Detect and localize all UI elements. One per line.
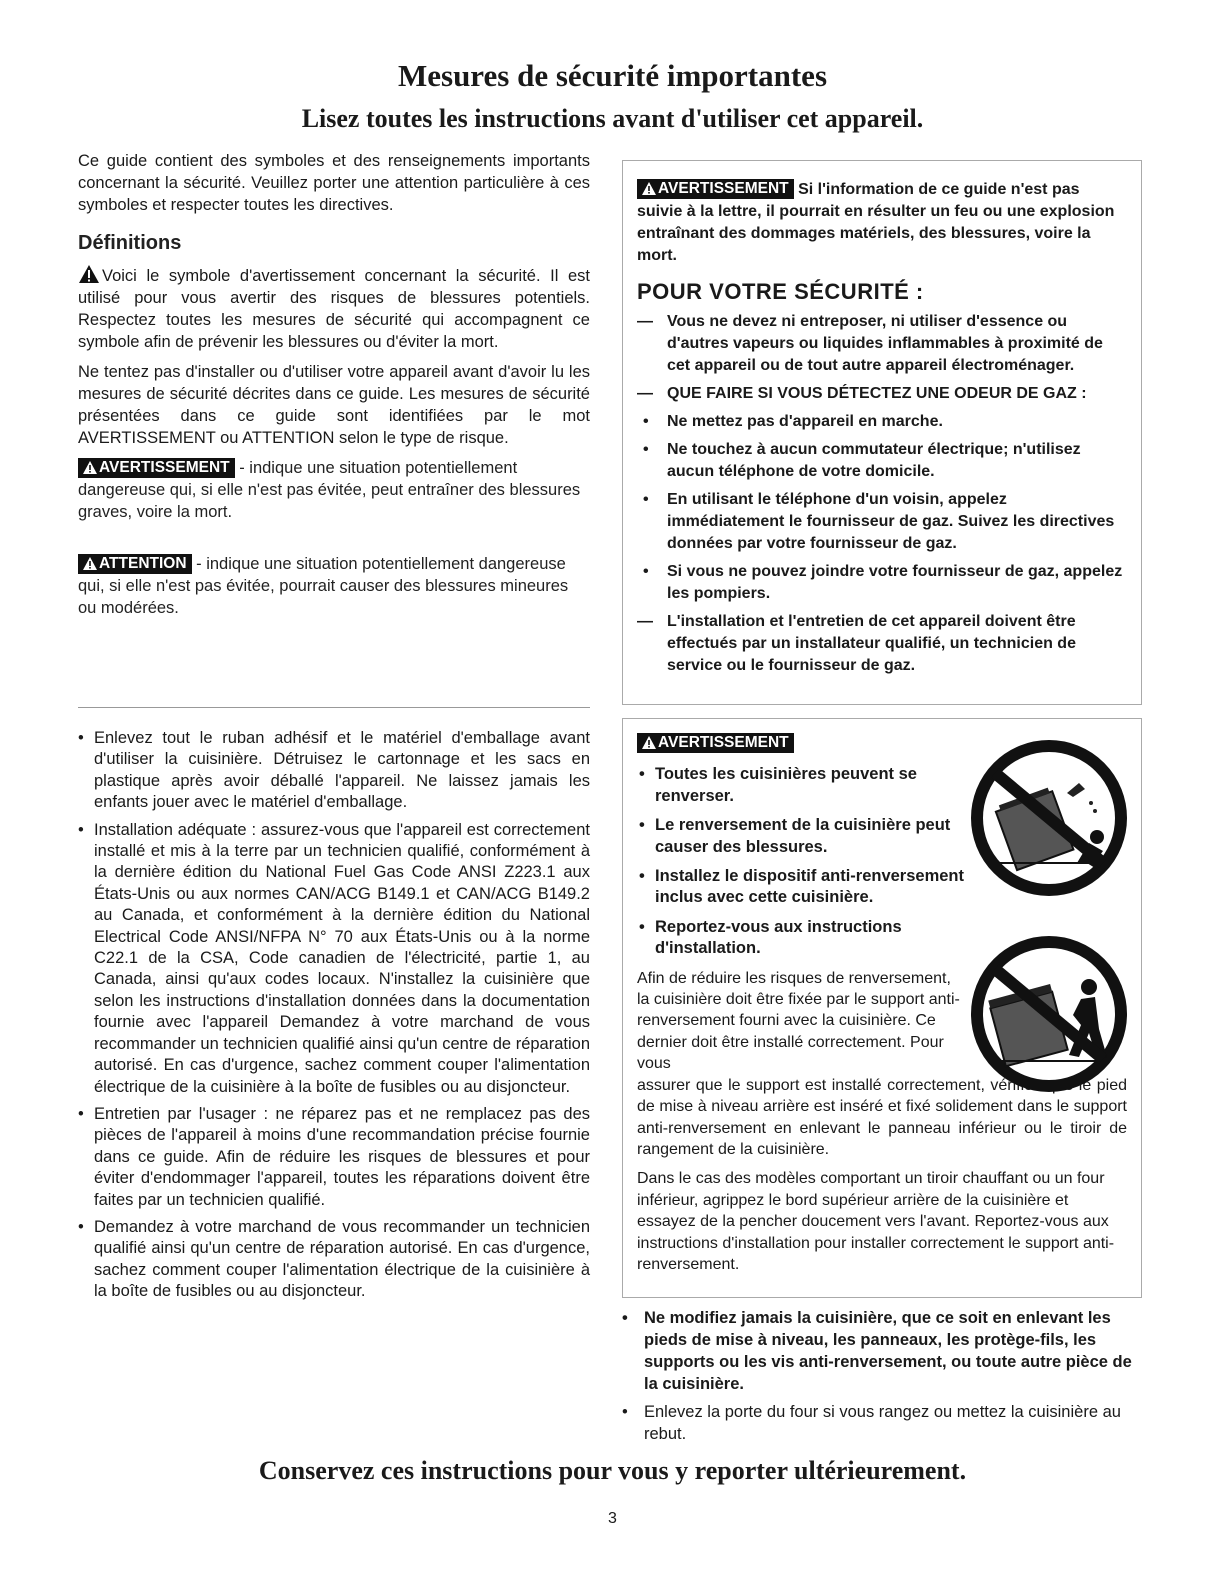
warning-definition-text: - indique une situation potentiellement dangereuse qui, si elle n'est pas évitée, peut entraîner des blessures graves, voire la mort. — [78, 459, 581, 521]
tip-over-prohibition-icon — [969, 929, 1129, 1099]
tip-warning-label-text: AVERTISSEMENT — [658, 734, 789, 751]
safety-heading: POUR VOTRE SÉCURITÉ : — [637, 279, 924, 304]
gas-warning-label-text: AVERTISSEMENT — [658, 180, 789, 197]
list-item: • Enlevez la porte du four si vous rangez ou mettez la cuisinière au rebut. — [622, 1401, 1142, 1445]
list-item: — L'installation et l'entretien de cet appareil doivent être effectués par un installateur qualifié, un technicien de service ou le fournisseur de gaz. — [637, 611, 1127, 677]
warning-label — [78, 458, 235, 478]
right-bullet-list — [622, 1307, 1142, 1451]
intro-paragraph: Ce guide contient des symboles et des renseignements importants concernant la sécurité. Veuillez porter une attention particulière à ces symboles et respecter toutes les directives. — [78, 152, 590, 214]
left-bullet-list — [78, 728, 590, 1309]
warning-icon — [642, 736, 656, 749]
safety-symbol-text: Voici le symbole d'avertissement concernant la sécurité. Il est utilisé pour vous avertir des risques de blessures potentiels. Respectez toutes les mesures de sécurité qui accompagnent ce symbole afin de prévenir les blessures ou d'éviter la mort. — [78, 267, 590, 351]
gas-warning-lead-rest: pas suivie à la lettre, il pourrait en résulter un feu ou une explosion entraînant des dommages matériels, des blessures, voire la mort. — [637, 181, 1115, 264]
list-item: • Entretien par l'usager : ne réparez pas et ne remplacez pas des pièces de l'appareil à moins d'une recommandation précise fournie dans ce guide. Afin de réduire les risques de blessures et pour éviter d'endommager l'appareil, toutes les réparations doivent être faites par un technicien qualifié. — [78, 1104, 590, 1211]
tip-paragraph-wide: assurer que le support est installé correctement, vérifiez que le pied de mise à niveau arrière est inséré et fixé solidement dans le support anti-renversement en enlevant le panneau inférieur ou le tiroir de rangement de la cuisinière. — [637, 1076, 1127, 1158]
gas-warning-lead-inline: Si l'information de ce guide n'est — [793, 181, 1048, 198]
tip-warning-label — [637, 733, 794, 753]
page-number: 3 — [608, 1510, 617, 1527]
divider — [78, 707, 590, 708]
caution-label — [78, 554, 192, 574]
list-item: • Demandez à votre marchand de vous recommander un technicien qualifié ainsi qu'un centre de réparation autorisé. En cas d'urgence, sachez comment couper l'alimentation électrique de la cuisinière à la boîte de fusibles ou au disjoncteur. — [78, 1217, 590, 1303]
page-subtitle: Lisez toutes les instructions avant d'utiliser cet appareil. — [301, 104, 924, 133]
warning-icon — [83, 557, 97, 570]
list-item: • Ne touchez à aucun commutateur électrique; n'utilisez aucun téléphone de votre domicile. — [637, 439, 1127, 483]
list-item: — QUE FAIRE SI VOUS DÉTECTEZ UNE ODEUR DE GAZ : — [637, 383, 1127, 405]
tip-over-warning-box — [622, 718, 1142, 1298]
warning-icon — [642, 182, 656, 195]
left-column — [78, 150, 590, 627]
list-item: — Vous ne devez ni entreposer, ni utiliser d'essence ou d'autres vapeurs ou liquides inflammables à proximité de cet appareil ou de tout autre appareil électroménager. — [637, 311, 1127, 377]
list-item: • Installez le dispositif anti-renversement inclus avec cette cuisinière. — [637, 866, 967, 909]
caution-definition-text: - indique une situation potentiellement dangereuse qui, si elle n'est pas évitée, pourrait causer des blessures mineures ou modérées. — [78, 555, 569, 617]
list-item: • Le renversement de la cuisinière peut causer des blessures. — [637, 815, 967, 858]
list-item: • Reportez-vous aux instructions d'installation. — [637, 917, 967, 960]
list-item: • Enlevez tout le ruban adhésif et le matériel d'emballage avant d'utiliser la cuisinière. Détruisez le cartonnage et les sacs en plastique après avoir déballé l'appareil. Ne laissez jamais les enfants jouer avec le matériel d'emballage. — [78, 728, 590, 814]
warning-definition — [78, 457, 590, 523]
list-item: • Ne modifiez jamais la cuisinière, que ce soit en enlevant les pieds de mise à niveau, les panneaux, les protège-fils, les supports ou les vis anti-renversement, ou toute autre pièce de la cuisinière. — [622, 1307, 1142, 1395]
tip-paragraph-2: Dans le cas des modèles comportant un tiroir chauffant ou un four inférieur, agrippez le bord supérieur arrière de la cuisinière et essayez de la pencher doucement vers l'avant. Reportez-vous aux instructions d'installation pour installer correctement le support anti-renversement. — [637, 1170, 1115, 1273]
definitions-heading: Définitions — [78, 232, 182, 254]
tip-paragraph-narrow: Afin de réduire les risques de renversement, la cuisinière doit être fixée par le support anti-renversement fourni avec la cuisinière. Ce dernier doit être installé correctement. Pour vous — [637, 969, 960, 1073]
gas-safety-list — [637, 311, 1127, 677]
warning-icon — [83, 461, 97, 474]
footer-note: Conservez ces instructions pour vous y reporter ultérieurement. — [258, 1456, 967, 1485]
list-item: • Si vous ne pouvez joindre votre fournisseur de gaz, appelez les pompiers. — [637, 561, 1127, 605]
definitions-paragraph: Ne tentez pas d'installer ou d'utiliser votre appareil avant d'avoir lu les mesures de sécurité décrites dans ce guide. Les mesures de sécurité présentées dans ce guide sont identifiées par le mot AVERTISSEMENT ou ATTENTION selon le type de risque. — [78, 363, 590, 447]
tip-warning-list — [637, 764, 967, 959]
list-item: • En utilisant le téléphone d'un voisin, appelez immédiatement le fournisseur de gaz. Suivez les directives données par votre fournisseur de gaz. — [637, 489, 1127, 555]
list-item: • Ne mettez pas d'appareil en marche. — [637, 411, 1127, 433]
list-item: • Installation adéquate : assurez-vous que l'appareil est correctement installé et mis à la terre par un technicien qualifié, conformément à la dernière édition du National Fuel Gas Code ANSI Z223.1 aux États-Unis ou aux normes CAN/ACG B149.1 et CAN/ACG B149.2 au Canada, et conformément à la dernière édition du National Electrical Code ANSI/NFPA N° 70 aux États-Unis ou à la norme C22.1 de la CSA, Code canadien de l'électricité, partie 1, au Canada, ainsi qu'aux codes locaux. N'installez la cuisinière que selon les instructions d'installation données dans la documentation fournie avec l'appareil Demandez à votre marchand de vous recommander un technicien qualifié ainsi qu'un centre de réparation autorisé. En cas d'urgence, sachez comment couper l'alimentation électrique de la cuisinière à la boîte de fusibles ou au disjoncteur. — [78, 820, 590, 1098]
warning-label-text: AVERTISSEMENT — [99, 459, 230, 476]
gas-warning-box — [622, 160, 1142, 705]
safety-alert-icon — [78, 264, 100, 284]
list-item: • Toutes les cuisinières peuvent se renverser. — [637, 764, 967, 807]
safety-symbol-paragraph — [78, 264, 590, 353]
page-title: Mesures de sécurité importantes — [397, 58, 828, 93]
gas-warning-lead — [637, 179, 1127, 267]
caution-label-text: ATTENTION — [99, 555, 187, 572]
tip-over-prohibition-icon — [969, 733, 1129, 903]
caution-definition — [78, 553, 590, 619]
gas-warning-label — [637, 179, 794, 199]
